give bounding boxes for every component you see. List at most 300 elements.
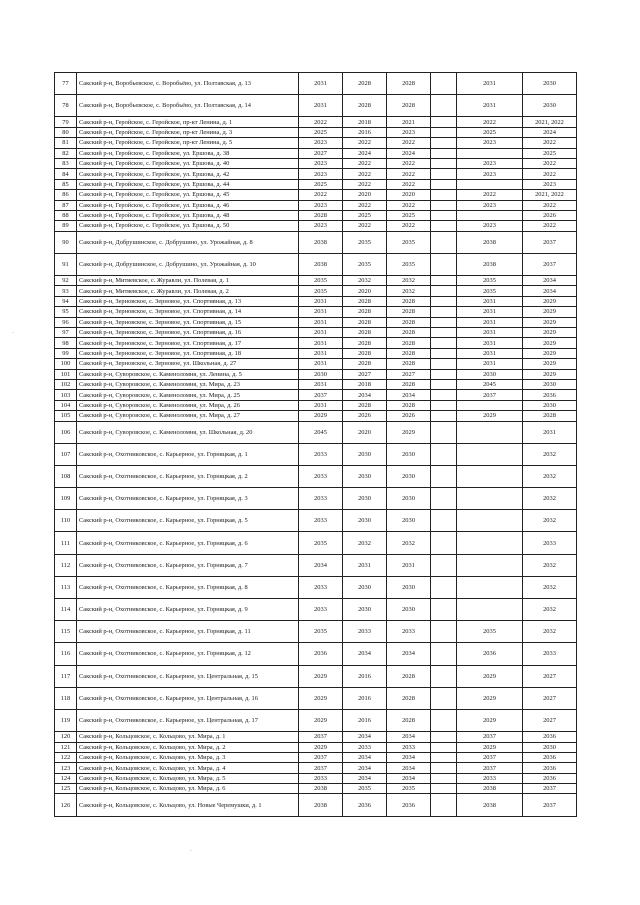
year-cell-4 bbox=[431, 665, 457, 687]
address-cell: Сакский р-н, Охотниковское, с. Карьерное, ул. Горняцкая, д. 1 bbox=[77, 443, 299, 465]
year-cell-5: 2023 bbox=[457, 221, 523, 231]
address-cell: Сакский р-н, Охотниковское, с. Карьерное, ул. Центральная, д. 16 bbox=[77, 687, 299, 709]
row-number-cell: 86 bbox=[55, 190, 77, 200]
year-cell-2: 2016 bbox=[343, 687, 387, 709]
year-cell-3: 2020 bbox=[387, 190, 431, 200]
row-number-cell: 123 bbox=[55, 763, 77, 773]
address-cell: Сакский р-н, Суворовское, с. Каменоломня, ул. Мира, д. 25 bbox=[77, 390, 299, 400]
year-cell-5 bbox=[457, 599, 523, 621]
year-cell-5: 2031 bbox=[457, 359, 523, 369]
year-cell-6: 2030 bbox=[523, 400, 577, 410]
year-cell-2: 2028 bbox=[343, 73, 387, 95]
table-row bbox=[55, 709, 577, 731]
year-cell-2: 2016 bbox=[343, 665, 387, 687]
address-cell: Сакский р-н, Суворовское, с. Каменоломня, ул. Мира, д. 27 bbox=[77, 411, 299, 421]
year-cell-1: 2023 bbox=[299, 158, 343, 168]
year-cell-6: 2026 bbox=[523, 210, 577, 220]
year-cell-1: 2038 bbox=[299, 231, 343, 253]
row-number-cell: 87 bbox=[55, 200, 77, 210]
address-cell: Сакский р-н, Кольцовское, с. Кольцово, ул. Мира, д. 5 bbox=[77, 773, 299, 783]
row-number-cell: 80 bbox=[55, 127, 77, 137]
year-cell-4 bbox=[431, 390, 457, 400]
row-number-cell: 122 bbox=[55, 752, 77, 762]
table-row bbox=[55, 390, 577, 400]
year-cell-3: 2028 bbox=[387, 665, 431, 687]
year-cell-5: 2033 bbox=[457, 773, 523, 783]
table-row bbox=[55, 95, 577, 117]
year-cell-2: 2034 bbox=[343, 390, 387, 400]
year-cell-3: 2029 bbox=[387, 421, 431, 443]
year-cell-1: 2031 bbox=[299, 317, 343, 327]
table-row bbox=[55, 773, 577, 783]
year-cell-2: 2028 bbox=[343, 95, 387, 117]
table-row bbox=[55, 784, 577, 794]
year-cell-4 bbox=[431, 221, 457, 231]
table-row bbox=[55, 138, 577, 148]
table-row bbox=[55, 643, 577, 665]
table-row bbox=[55, 742, 577, 752]
year-cell-5: 2031 bbox=[457, 338, 523, 348]
year-cell-2: 2020 bbox=[343, 286, 387, 296]
year-cell-2: 2018 bbox=[343, 379, 387, 389]
row-number-cell: 97 bbox=[55, 328, 77, 338]
address-cell: Сакский р-н, Геройское, с. Геройское, пр-кт Ленина, д. 3 bbox=[77, 127, 299, 137]
year-cell-5: 2025 bbox=[457, 127, 523, 137]
table-row bbox=[55, 665, 577, 687]
year-cell-3: 2034 bbox=[387, 763, 431, 773]
year-cell-3: 2028 bbox=[387, 359, 431, 369]
row-number-cell: 111 bbox=[55, 532, 77, 554]
year-cell-4 bbox=[431, 773, 457, 783]
year-cell-5: 2031 bbox=[457, 296, 523, 306]
table-row bbox=[55, 554, 577, 576]
row-number-cell: 107 bbox=[55, 443, 77, 465]
year-cell-1: 2037 bbox=[299, 752, 343, 762]
row-number-cell: 83 bbox=[55, 158, 77, 168]
year-cell-2: 2027 bbox=[343, 369, 387, 379]
address-cell: Сакский р-н, Геройское, с. Геройское, ул. Ершова, д. 50 bbox=[77, 221, 299, 231]
year-cell-6: 2037 bbox=[523, 231, 577, 253]
year-cell-5: 2029 bbox=[457, 709, 523, 731]
table-row bbox=[55, 200, 577, 210]
year-cell-4 bbox=[431, 599, 457, 621]
year-cell-4 bbox=[431, 253, 457, 275]
year-cell-6: 2032 bbox=[523, 488, 577, 510]
year-cell-5 bbox=[457, 421, 523, 443]
year-cell-2: 2022 bbox=[343, 138, 387, 148]
row-number-cell: 109 bbox=[55, 488, 77, 510]
address-cell: Сакский р-н, Зерновское, с. Зерновое, ул. Спортивная, д. 18 bbox=[77, 348, 299, 358]
year-cell-5: 2031 bbox=[457, 73, 523, 95]
address-cell: Сакский р-н, Зерновское, с. Зерновое, ул. Спортивная, д. 15 bbox=[77, 317, 299, 327]
year-cell-1: 2031 bbox=[299, 359, 343, 369]
year-cell-4 bbox=[431, 784, 457, 794]
year-cell-2: 2022 bbox=[343, 158, 387, 168]
year-cell-3: 2031 bbox=[387, 554, 431, 576]
year-cell-2: 2028 bbox=[343, 338, 387, 348]
year-cell-6: 2029 bbox=[523, 328, 577, 338]
year-cell-2: 2034 bbox=[343, 643, 387, 665]
year-cell-6: 2037 bbox=[523, 784, 577, 794]
address-cell: Сакский р-н, Охотниковское, с. Карьерное, ул. Горняцкая, д. 9 bbox=[77, 599, 299, 621]
year-cell-6: 2034 bbox=[523, 286, 577, 296]
year-cell-2: 2036 bbox=[343, 794, 387, 816]
year-cell-5: 2031 bbox=[457, 328, 523, 338]
year-cell-6: 2036 bbox=[523, 752, 577, 762]
address-cell: Сакский р-н, Зерновское, с. Зерновое, ул. Спортивная, д. 14 bbox=[77, 307, 299, 317]
table-row bbox=[55, 379, 577, 389]
year-cell-5: 2031 bbox=[457, 348, 523, 358]
address-cell: Сакский р-н, Митяевское, с. Журавли, ул. Полевая, д. 2 bbox=[77, 286, 299, 296]
year-cell-3: 2024 bbox=[387, 148, 431, 158]
row-number-cell: 98 bbox=[55, 338, 77, 348]
year-cell-4 bbox=[431, 576, 457, 598]
table-row bbox=[55, 359, 577, 369]
year-cell-5: 2022 bbox=[457, 190, 523, 200]
table-row bbox=[55, 190, 577, 200]
year-cell-4 bbox=[431, 687, 457, 709]
address-cell: Сакский р-н, Зерновское, с. Зерновое, ул. Спортивная, д. 17 bbox=[77, 338, 299, 348]
address-cell: Сакский р-н, Геройское, с. Геройское, ул. Ершова, д. 45 bbox=[77, 190, 299, 200]
scan-speck: · bbox=[12, 330, 14, 337]
year-cell-6: 2032 bbox=[523, 621, 577, 643]
year-cell-3: 2034 bbox=[387, 752, 431, 762]
table-row bbox=[55, 443, 577, 465]
year-cell-3: 2028 bbox=[387, 95, 431, 117]
row-number-cell: 126 bbox=[55, 794, 77, 816]
year-cell-6: 2029 bbox=[523, 369, 577, 379]
year-cell-4 bbox=[431, 158, 457, 168]
year-cell-5 bbox=[457, 210, 523, 220]
year-cell-1: 2038 bbox=[299, 794, 343, 816]
year-cell-6: 2032 bbox=[523, 465, 577, 487]
row-number-cell: 85 bbox=[55, 179, 77, 189]
year-cell-5: 2029 bbox=[457, 742, 523, 752]
year-cell-6: 2027 bbox=[523, 687, 577, 709]
year-cell-1: 2031 bbox=[299, 307, 343, 317]
year-cell-4 bbox=[431, 276, 457, 286]
year-cell-6: 2029 bbox=[523, 359, 577, 369]
year-cell-6: 2027 bbox=[523, 665, 577, 687]
year-cell-1: 2037 bbox=[299, 732, 343, 742]
year-cell-4 bbox=[431, 148, 457, 158]
year-cell-6: 2032 bbox=[523, 510, 577, 532]
year-cell-1: 2037 bbox=[299, 763, 343, 773]
table-row bbox=[55, 169, 577, 179]
year-cell-5: 2031 bbox=[457, 307, 523, 317]
row-number-cell: 103 bbox=[55, 390, 77, 400]
row-number-cell: 116 bbox=[55, 643, 77, 665]
year-cell-3: 2023 bbox=[387, 127, 431, 137]
year-cell-1: 2033 bbox=[299, 510, 343, 532]
address-cell: Сакский р-н, Охотниковское, с. Карьерное, ул. Горняцкая, д. 3 bbox=[77, 488, 299, 510]
year-cell-5: 2023 bbox=[457, 169, 523, 179]
row-number-cell: 92 bbox=[55, 276, 77, 286]
table-row bbox=[55, 338, 577, 348]
year-cell-5: 2029 bbox=[457, 411, 523, 421]
year-cell-5 bbox=[457, 148, 523, 158]
year-cell-3: 2030 bbox=[387, 488, 431, 510]
year-cell-2: 2033 bbox=[343, 742, 387, 752]
year-cell-3: 2021 bbox=[387, 117, 431, 127]
row-number-cell: 96 bbox=[55, 317, 77, 327]
address-cell: Сакский р-н, Зерновское, с. Зерновое, ул. Спортивная, д. 16 bbox=[77, 328, 299, 338]
year-cell-4 bbox=[431, 400, 457, 410]
year-cell-4 bbox=[431, 488, 457, 510]
year-cell-1: 2033 bbox=[299, 599, 343, 621]
year-cell-3: 2028 bbox=[387, 328, 431, 338]
year-cell-6: 2034 bbox=[523, 276, 577, 286]
year-cell-3: 2032 bbox=[387, 286, 431, 296]
year-cell-5 bbox=[457, 179, 523, 189]
year-cell-4 bbox=[431, 643, 457, 665]
row-number-cell: 113 bbox=[55, 576, 77, 598]
year-cell-6: 2033 bbox=[523, 532, 577, 554]
year-cell-2: 2028 bbox=[343, 317, 387, 327]
table-row bbox=[55, 221, 577, 231]
year-cell-1: 2033 bbox=[299, 576, 343, 598]
year-cell-2: 2028 bbox=[343, 359, 387, 369]
year-cell-3: 2033 bbox=[387, 742, 431, 752]
year-cell-2: 2016 bbox=[343, 709, 387, 731]
table-row bbox=[55, 400, 577, 410]
year-cell-4 bbox=[431, 421, 457, 443]
year-cell-6: 2022 bbox=[523, 158, 577, 168]
year-cell-6: 2024 bbox=[523, 127, 577, 137]
year-cell-2: 2034 bbox=[343, 752, 387, 762]
year-cell-4 bbox=[431, 732, 457, 742]
row-number-cell: 117 bbox=[55, 665, 77, 687]
year-cell-1: 2029 bbox=[299, 742, 343, 752]
year-cell-3: 2028 bbox=[387, 348, 431, 358]
year-cell-1: 2031 bbox=[299, 338, 343, 348]
row-number-cell: 101 bbox=[55, 369, 77, 379]
year-cell-4 bbox=[431, 554, 457, 576]
year-cell-1: 2031 bbox=[299, 296, 343, 306]
year-cell-6: 2037 bbox=[523, 794, 577, 816]
year-cell-6: 2029 bbox=[523, 317, 577, 327]
year-cell-3: 2032 bbox=[387, 276, 431, 286]
year-cell-6: 2032 bbox=[523, 443, 577, 465]
year-cell-5: 2037 bbox=[457, 390, 523, 400]
year-cell-5 bbox=[457, 576, 523, 598]
year-cell-6: 2037 bbox=[523, 253, 577, 275]
year-cell-4 bbox=[431, 296, 457, 306]
year-cell-5: 2037 bbox=[457, 732, 523, 742]
address-cell: Сакский р-н, Кольцовское, с. Кольцово, ул. Мира, д. 4 bbox=[77, 763, 299, 773]
year-cell-1: 2029 bbox=[299, 687, 343, 709]
row-number-cell: 84 bbox=[55, 169, 77, 179]
year-cell-4 bbox=[431, 532, 457, 554]
year-cell-6: 2030 bbox=[523, 73, 577, 95]
row-number-cell: 102 bbox=[55, 379, 77, 389]
table-row bbox=[55, 369, 577, 379]
year-cell-2: 2020 bbox=[343, 421, 387, 443]
year-cell-6: 2029 bbox=[523, 348, 577, 358]
year-cell-2: 2018 bbox=[343, 117, 387, 127]
year-cell-3: 2035 bbox=[387, 253, 431, 275]
year-cell-4 bbox=[431, 510, 457, 532]
year-cell-4 bbox=[431, 465, 457, 487]
row-number-cell: 90 bbox=[55, 231, 77, 253]
year-cell-1: 2022 bbox=[299, 190, 343, 200]
year-cell-5: 2031 bbox=[457, 95, 523, 117]
row-number-cell: 125 bbox=[55, 784, 77, 794]
table-row bbox=[55, 253, 577, 275]
year-cell-5: 2035 bbox=[457, 621, 523, 643]
address-cell: Сакский р-н, Охотниковское, с. Карьерное, ул. Горняцкая, д. 2 bbox=[77, 465, 299, 487]
table-row bbox=[55, 576, 577, 598]
row-number-cell: 79 bbox=[55, 117, 77, 127]
year-cell-4 bbox=[431, 317, 457, 327]
year-cell-2: 2032 bbox=[343, 276, 387, 286]
year-cell-4 bbox=[431, 709, 457, 731]
year-cell-2: 2028 bbox=[343, 400, 387, 410]
year-cell-3: 2030 bbox=[387, 443, 431, 465]
year-cell-6: 2030 bbox=[523, 379, 577, 389]
year-cell-1: 2029 bbox=[299, 411, 343, 421]
year-cell-6: 2028 bbox=[523, 411, 577, 421]
table-row bbox=[55, 421, 577, 443]
table-row bbox=[55, 286, 577, 296]
year-cell-3: 2026 bbox=[387, 411, 431, 421]
table-row bbox=[55, 763, 577, 773]
year-cell-5 bbox=[457, 488, 523, 510]
address-cell: Сакский р-н, Охотниковское, с. Карьерное, ул. Горняцкая, д. 11 bbox=[77, 621, 299, 643]
year-cell-5: 2030 bbox=[457, 369, 523, 379]
year-cell-4 bbox=[431, 359, 457, 369]
year-cell-2: 2016 bbox=[343, 127, 387, 137]
address-cell: Сакский р-н, Геройское, с. Геройское, ул. Ершова, д. 40 bbox=[77, 158, 299, 168]
year-cell-2: 2028 bbox=[343, 348, 387, 358]
year-cell-3: 2033 bbox=[387, 621, 431, 643]
table-row bbox=[55, 532, 577, 554]
year-cell-5 bbox=[457, 532, 523, 554]
year-cell-6: 2022 bbox=[523, 138, 577, 148]
address-cell: Сакский р-н, Геройское, с. Геройское, ул. Ершова, д. 44 bbox=[77, 179, 299, 189]
year-cell-1: 2035 bbox=[299, 621, 343, 643]
year-cell-2: 2030 bbox=[343, 465, 387, 487]
table-row bbox=[55, 148, 577, 158]
year-cell-6: 2036 bbox=[523, 773, 577, 783]
year-cell-5 bbox=[457, 443, 523, 465]
row-number-cell: 104 bbox=[55, 400, 77, 410]
year-cell-1: 2031 bbox=[299, 328, 343, 338]
year-cell-6: 2027 bbox=[523, 709, 577, 731]
row-number-cell: 106 bbox=[55, 421, 77, 443]
year-cell-4 bbox=[431, 763, 457, 773]
row-number-cell: 119 bbox=[55, 709, 77, 731]
year-cell-6: 2030 bbox=[523, 95, 577, 117]
year-cell-5 bbox=[457, 465, 523, 487]
year-cell-5: 2037 bbox=[457, 752, 523, 762]
year-cell-3: 2032 bbox=[387, 532, 431, 554]
year-cell-4 bbox=[431, 210, 457, 220]
row-number-cell: 95 bbox=[55, 307, 77, 317]
address-cell: Сакский р-н, Суворовское, с. Каменоломня, ул. Мира, д. 26 bbox=[77, 400, 299, 410]
housing-schedule-table bbox=[54, 72, 577, 817]
address-cell: Сакский р-н, Суворовское, с. Каменоломня, ул. Мира, д. 23 bbox=[77, 379, 299, 389]
year-cell-3: 2030 bbox=[387, 465, 431, 487]
address-cell: Сакский р-н, Митяевское, с. Журавли, ул. Полевая, д. 1 bbox=[77, 276, 299, 286]
year-cell-6: 2022 bbox=[523, 169, 577, 179]
row-number-cell: 100 bbox=[55, 359, 77, 369]
address-cell: Сакский р-н, Суворовское, с. Каменоломня, ул. Ленина, д. 5 bbox=[77, 369, 299, 379]
year-cell-1: 2033 bbox=[299, 443, 343, 465]
table-row bbox=[55, 465, 577, 487]
year-cell-4 bbox=[431, 73, 457, 95]
year-cell-4 bbox=[431, 752, 457, 762]
year-cell-5: 2029 bbox=[457, 665, 523, 687]
year-cell-1: 2038 bbox=[299, 784, 343, 794]
row-number-cell: 121 bbox=[55, 742, 77, 752]
year-cell-2: 2030 bbox=[343, 510, 387, 532]
year-cell-3: 2035 bbox=[387, 231, 431, 253]
year-cell-6: 2036 bbox=[523, 732, 577, 742]
year-cell-2: 2022 bbox=[343, 169, 387, 179]
year-cell-1: 2022 bbox=[299, 117, 343, 127]
year-cell-5: 2038 bbox=[457, 784, 523, 794]
year-cell-1: 2036 bbox=[299, 643, 343, 665]
year-cell-4 bbox=[431, 179, 457, 189]
year-cell-3: 2028 bbox=[387, 400, 431, 410]
year-cell-6: 2030 bbox=[523, 742, 577, 752]
year-cell-6: 2036 bbox=[523, 390, 577, 400]
year-cell-1: 2028 bbox=[299, 210, 343, 220]
address-cell: Сакский р-н, Зерновское, с. Зерновое, ул. Школьная, д. 27 bbox=[77, 359, 299, 369]
row-number-cell: 81 bbox=[55, 138, 77, 148]
year-cell-2: 2030 bbox=[343, 488, 387, 510]
year-cell-3: 2028 bbox=[387, 709, 431, 731]
row-number-cell: 99 bbox=[55, 348, 77, 358]
year-cell-1: 2025 bbox=[299, 127, 343, 137]
year-cell-5: 2038 bbox=[457, 231, 523, 253]
year-cell-3: 2028 bbox=[387, 687, 431, 709]
year-cell-1: 2035 bbox=[299, 532, 343, 554]
year-cell-3: 2030 bbox=[387, 510, 431, 532]
address-cell: Сакский р-н, Воробьевское, с. Воробьёво, ул. Полтавская, д. 14 bbox=[77, 95, 299, 117]
year-cell-3: 2034 bbox=[387, 643, 431, 665]
document-page bbox=[54, 72, 576, 817]
row-number-cell: 77 bbox=[55, 73, 77, 95]
year-cell-4 bbox=[431, 169, 457, 179]
year-cell-2: 2035 bbox=[343, 231, 387, 253]
year-cell-4 bbox=[431, 286, 457, 296]
row-number-cell: 88 bbox=[55, 210, 77, 220]
year-cell-4 bbox=[431, 411, 457, 421]
year-cell-2: 2026 bbox=[343, 411, 387, 421]
year-cell-4 bbox=[431, 127, 457, 137]
year-cell-6: 2022 bbox=[523, 200, 577, 210]
year-cell-3: 2028 bbox=[387, 296, 431, 306]
year-cell-1: 2035 bbox=[299, 286, 343, 296]
year-cell-1: 2033 bbox=[299, 488, 343, 510]
year-cell-4 bbox=[431, 348, 457, 358]
row-number-cell: 105 bbox=[55, 411, 77, 421]
year-cell-1: 2023 bbox=[299, 200, 343, 210]
year-cell-3: 2035 bbox=[387, 784, 431, 794]
year-cell-4 bbox=[431, 742, 457, 752]
year-cell-2: 2022 bbox=[343, 221, 387, 231]
year-cell-5: 2035 bbox=[457, 276, 523, 286]
address-cell: Сакский р-н, Кольцовское, с. Кольцово, ул. Мира, д. 2 bbox=[77, 742, 299, 752]
year-cell-3: 2036 bbox=[387, 794, 431, 816]
year-cell-4 bbox=[431, 379, 457, 389]
year-cell-5: 2035 bbox=[457, 286, 523, 296]
table-row bbox=[55, 687, 577, 709]
address-cell: Сакский р-н, Добрушинское, с. Добрушино, ул. Урожайная, д. 10 bbox=[77, 253, 299, 275]
year-cell-5: 2045 bbox=[457, 379, 523, 389]
